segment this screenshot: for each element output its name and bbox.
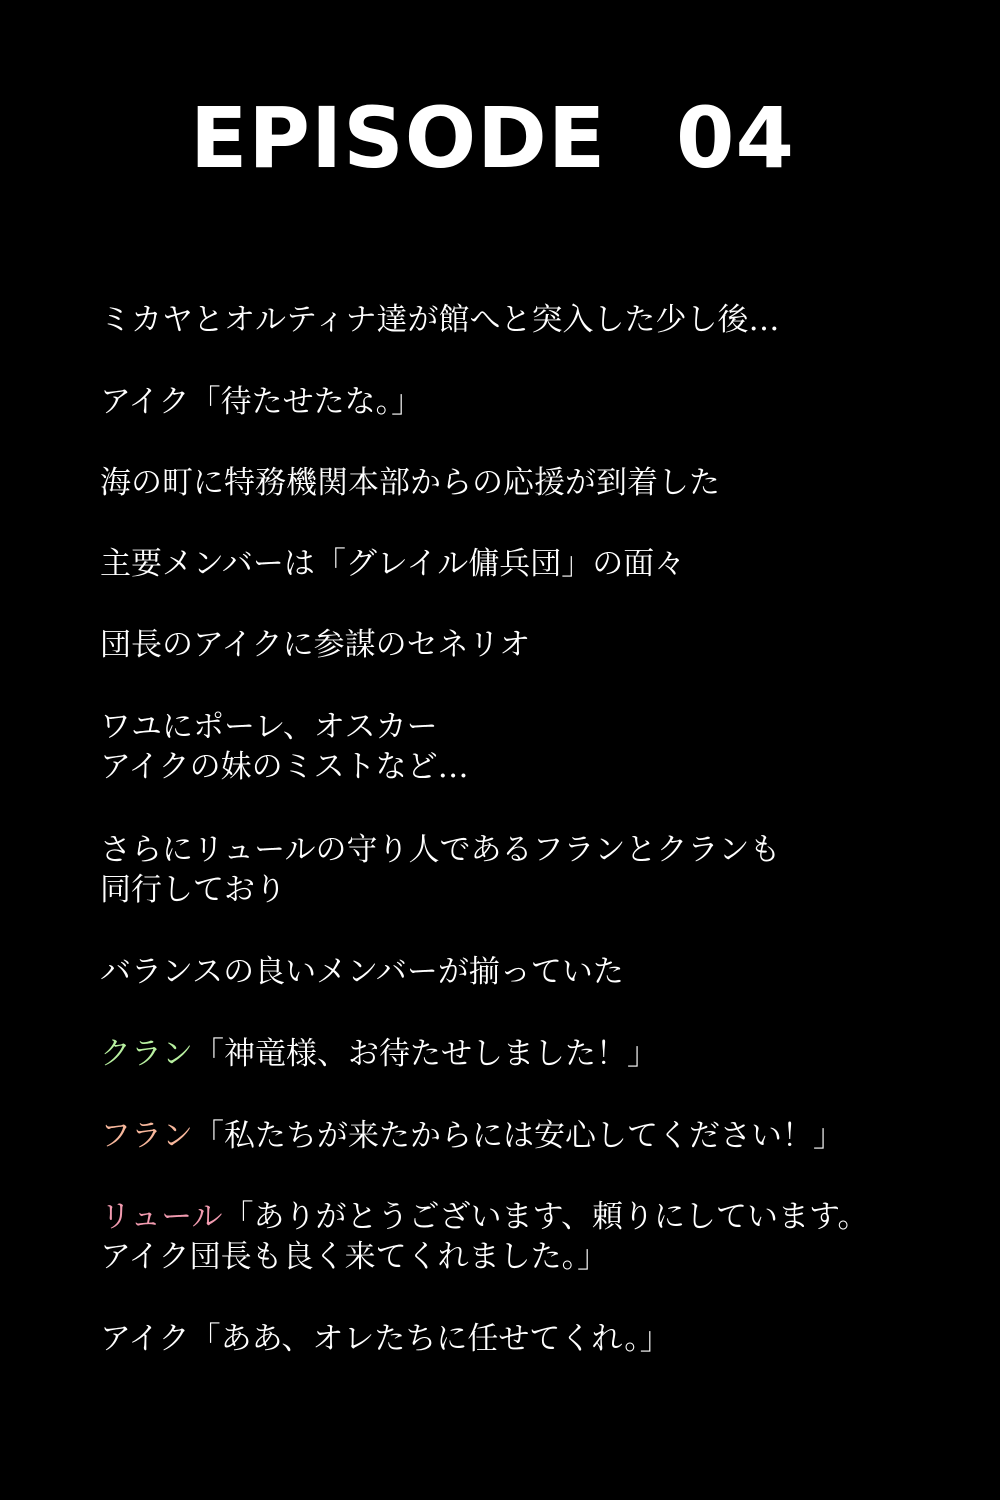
- speaker-name-clan: クラン: [100, 1036, 193, 1072]
- dialogue-line: アイク「ああ、オレたちに任せてくれ。」: [100, 1321, 671, 1357]
- dialogue-line: アイク団長も良く来てくれました。」: [100, 1239, 609, 1275]
- dialogue-clan: [100, 1034, 658, 1074]
- narration-line: さらにリュールの守り人であるフランとクランも: [100, 832, 781, 868]
- narration-line: ミカヤとオルティナ達が館へと突入した少し後…: [100, 302, 780, 338]
- narration-line: 海の町に特務機関本部からの応援が到着した: [100, 465, 720, 501]
- episode-word: EPISODE: [190, 89, 607, 187]
- episode-number: 04: [676, 89, 795, 187]
- dialogue-ryuru: [100, 1197, 869, 1237]
- narration-line: 団長のアイクに参謀のセネリオ: [100, 627, 531, 663]
- narration-line: アイクの妹のミストなど…: [100, 749, 469, 785]
- narration-line: バランスの良いメンバーが揃っていた: [100, 954, 624, 990]
- dialogue-fran: [100, 1116, 844, 1156]
- narration-line: 主要メンバーは「グレイル傭兵団」の面々: [100, 546, 686, 582]
- speech-text: 「神竜様、お待たせしました！」: [193, 1036, 658, 1072]
- dialogue-line: アイク「待たせたな。」: [100, 384, 423, 420]
- speaker-name-fran: フラン: [100, 1118, 193, 1154]
- narration-line: ワユにポーレ、オスカー: [100, 709, 438, 745]
- narration-line: 同行しており: [100, 872, 286, 908]
- speaker-name-ryuru: リュール: [100, 1199, 223, 1235]
- speech-text: 「私たちが来たからには安心してください！」: [193, 1118, 844, 1154]
- speech-text: 「ありがとうございます、頼りにしています。: [222, 1199, 869, 1235]
